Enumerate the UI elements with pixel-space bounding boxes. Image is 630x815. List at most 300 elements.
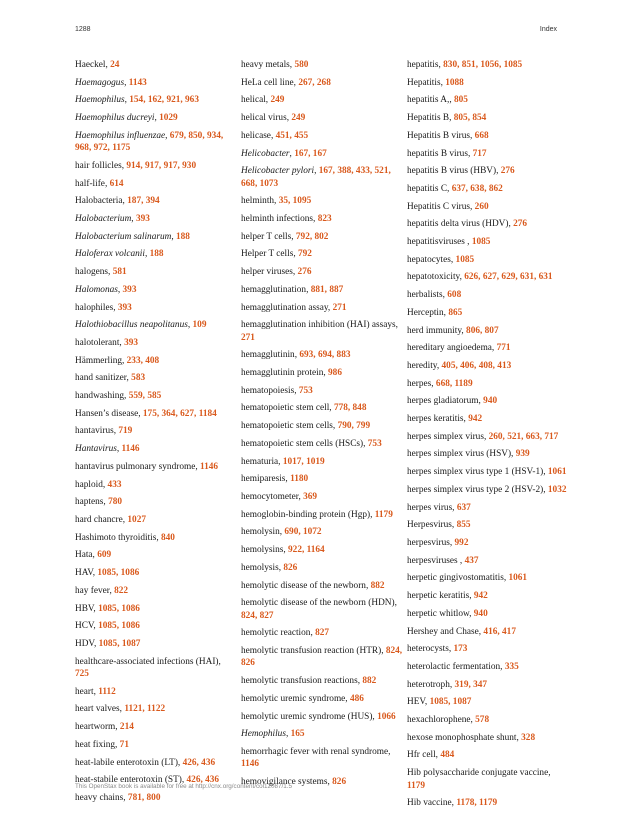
- index-page-links[interactable]: 1180: [290, 474, 309, 485]
- index-page-links[interactable]: 940: [473, 608, 488, 619]
- index-page-links[interactable]: 679, 850, 934, 968, 972, 1175: [75, 130, 224, 154]
- index-entry: [407, 325, 569, 337]
- index-page-links[interactable]: 1143: [128, 77, 147, 88]
- index-term: hemolytic transfusion reaction (HTR),: [241, 646, 386, 657]
- index-term: hantavirus,: [75, 426, 119, 437]
- index-page-links[interactable]: 154, 162, 921, 963: [129, 95, 199, 106]
- index-page-links[interactable]: 188: [149, 249, 164, 260]
- index-separator: ,: [154, 113, 160, 124]
- page-number: 1288: [75, 26, 91, 33]
- index-term: helper T cells,: [241, 231, 296, 242]
- index-page-links[interactable]: 578: [475, 715, 490, 726]
- index-term: Halobacterium: [75, 214, 132, 225]
- index-page-links[interactable]: 690, 1072: [284, 527, 322, 538]
- index-page-links[interactable]: 827: [315, 628, 330, 639]
- index-entry: [75, 792, 237, 804]
- index-page-links[interactable]: 1179: [407, 780, 426, 791]
- index-separator: ,: [285, 729, 291, 740]
- index-term: hemagglutinin,: [241, 350, 300, 361]
- index-page-links[interactable]: 109: [192, 320, 207, 331]
- index-page-links[interactable]: 914, 917, 917, 930: [126, 160, 197, 171]
- index-entry: [241, 77, 403, 89]
- index-page-links[interactable]: 614: [109, 178, 124, 189]
- index-term: HAV,: [75, 568, 98, 579]
- index-term: herpetic keratitis,: [407, 591, 474, 602]
- index-page-links[interactable]: 1085: [455, 254, 475, 265]
- index-term: Halobacterium salinarum: [75, 231, 172, 242]
- index-page-links[interactable]: 1027: [127, 514, 146, 525]
- index-page-links[interactable]: 1179: [374, 509, 393, 520]
- index-entry: [75, 585, 237, 597]
- index-entry: [75, 77, 237, 89]
- index-term: HDV,: [75, 638, 99, 649]
- index-entry: [407, 112, 569, 124]
- index-entry: [241, 597, 403, 622]
- index-term: hepatocytes,: [407, 254, 456, 265]
- index-page-links[interactable]: 719: [118, 426, 133, 437]
- index-entry: [75, 479, 237, 491]
- index-entry: [75, 390, 237, 402]
- index-entry: [241, 693, 403, 705]
- index-page-links[interactable]: 276: [513, 219, 528, 230]
- index-page-links[interactable]: 486: [349, 693, 364, 704]
- index-entry: [407, 360, 569, 372]
- index-entry: [407, 519, 569, 531]
- index-entry: [241, 526, 403, 538]
- index-page-links[interactable]: 753: [298, 385, 313, 396]
- index-entry: [407, 94, 569, 106]
- index-term: Hib vaccine,: [407, 798, 457, 809]
- index-term: hemolytic reaction,: [241, 628, 316, 639]
- index-page-links[interactable]: 319, 347: [454, 679, 488, 690]
- index-page-links[interactable]: 267, 268: [298, 77, 331, 88]
- index-page-links[interactable]: 24: [110, 60, 120, 70]
- index-entry: [75, 656, 237, 681]
- index-entry: [407, 714, 569, 726]
- index-page-links[interactable]: 249: [291, 113, 306, 124]
- index-page-links[interactable]: 778, 848: [333, 403, 367, 414]
- index-page-links[interactable]: 922, 1164: [288, 545, 325, 556]
- index-term: hemoglobin-binding protein (Hgp),: [241, 509, 375, 520]
- index-entry: [241, 645, 403, 670]
- index-term: hemolytic disease of the newborn,: [241, 580, 371, 591]
- index-page-links[interactable]: 405, 406, 408, 413: [441, 360, 512, 371]
- index-page-links[interactable]: 1085, 1086: [97, 568, 140, 579]
- index-term: HEV,: [407, 697, 430, 708]
- index-page-links[interactable]: 173: [453, 644, 468, 655]
- index-page-links[interactable]: 882: [370, 580, 385, 591]
- index-page-links[interactable]: 1017, 1019: [282, 456, 325, 467]
- index-term: hay fever,: [75, 585, 115, 596]
- index-entry: [407, 608, 569, 620]
- index-entry: [241, 59, 403, 71]
- index-page-links[interactable]: 71: [119, 739, 129, 750]
- index-entry: [241, 130, 403, 142]
- index-entry: [75, 94, 237, 106]
- index-term: HBV,: [75, 603, 99, 614]
- index-term: half-life,: [75, 178, 110, 189]
- index-entry: [407, 537, 569, 549]
- index-term: Haemophilus: [75, 95, 125, 106]
- index-page-links[interactable]: 830, 851, 1056, 1085: [443, 60, 523, 70]
- index-term: hexachlorophene,: [407, 715, 476, 726]
- index-page-links[interactable]: 790, 799: [337, 421, 371, 432]
- index-term: hepatitis C,: [407, 183, 452, 194]
- index-entry: [241, 231, 403, 243]
- index-page-links[interactable]: 260: [474, 201, 489, 212]
- index-term: hemovigilance systems,: [241, 777, 333, 788]
- index-entry: [75, 337, 237, 349]
- index-page-links[interactable]: 233, 408: [126, 355, 160, 366]
- index-entry: [75, 461, 237, 473]
- index-page-links[interactable]: 426, 436: [186, 775, 220, 786]
- index-page-links[interactable]: 260, 521, 663, 717: [488, 431, 559, 442]
- index-term: hemolytic transfusion reactions,: [241, 676, 363, 687]
- index-term: hepatitis B virus (HBV),: [407, 166, 501, 177]
- footer-note: This OpenStax book is available for free at http://cnx.org/content/col12087/1.5: [75, 783, 293, 790]
- index-entry: [75, 443, 237, 455]
- index-entry: [407, 696, 569, 708]
- index-entry: [407, 466, 569, 478]
- index-page-links[interactable]: 1029: [159, 113, 178, 124]
- index-page-links[interactable]: 865: [448, 307, 463, 318]
- index-page-links[interactable]: 626, 627, 629, 631, 631: [464, 272, 553, 283]
- index-page-links[interactable]: 792: [297, 249, 312, 260]
- section-title: Index: [539, 26, 557, 33]
- index-page-links[interactable]: 822: [114, 585, 129, 596]
- index-page-links[interactable]: 805: [454, 95, 468, 106]
- index-separator: ,: [117, 284, 123, 295]
- index-term: Helicobacter: [241, 148, 290, 159]
- index-page-links[interactable]: 433: [107, 479, 122, 490]
- index-entry: [407, 484, 569, 496]
- index-term: Haemophilus influenzae: [75, 130, 166, 141]
- index-entry: [75, 567, 237, 579]
- index-term: helicase,: [241, 130, 276, 141]
- index-page-links[interactable]: 1146: [241, 759, 260, 770]
- index-page-links[interactable]: 1121, 1122: [124, 704, 166, 715]
- index-term: herpes,: [407, 378, 436, 389]
- index-page-links[interactable]: 992: [454, 537, 469, 548]
- index-term: Helper T cells,: [241, 249, 298, 260]
- index-page-links[interactable]: 1061: [547, 467, 567, 478]
- index-term: hepatitisviruses ,: [407, 237, 472, 248]
- index-page-links[interactable]: 271: [241, 332, 255, 343]
- index-page-links[interactable]: 805, 854: [453, 113, 487, 124]
- index-entry: [75, 266, 237, 278]
- index-page-links[interactable]: 1085, 1086: [98, 603, 140, 614]
- index-page-links[interactable]: 668: [474, 130, 489, 141]
- index-page-links[interactable]: 942: [473, 591, 488, 602]
- index-page-links[interactable]: 637, 638, 862: [451, 183, 503, 194]
- index-page-links[interactable]: 271: [332, 302, 347, 313]
- index-page-links[interactable]: 167, 388, 433, 521, 668, 1073: [241, 166, 391, 189]
- index-entry: [407, 643, 569, 655]
- index-term: helminth infections,: [241, 214, 318, 225]
- index-page-links[interactable]: 668, 1189: [435, 378, 473, 389]
- index-term: Herceptin,: [407, 307, 449, 318]
- index-page-links[interactable]: 823: [317, 214, 332, 225]
- index-page-links[interactable]: 1112: [98, 686, 116, 697]
- index-term: helminth,: [241, 196, 279, 207]
- index-page-links[interactable]: 328: [521, 732, 536, 743]
- index-entry: [241, 385, 403, 397]
- index-entry: [241, 94, 403, 106]
- index-page-links[interactable]: 781, 800: [127, 792, 161, 803]
- index-page-links[interactable]: 484: [440, 750, 455, 761]
- index-page-links[interactable]: 437: [464, 555, 479, 566]
- index-page-links[interactable]: 276: [500, 166, 515, 177]
- index-term: hemagglutinin protein,: [241, 368, 329, 379]
- index-page-links[interactable]: 276: [297, 267, 312, 278]
- index-page-links[interactable]: 855: [456, 520, 471, 531]
- index-term: hemocytometer,: [241, 491, 304, 502]
- index-entry: [75, 496, 237, 508]
- index-page-links[interactable]: 609: [97, 550, 112, 561]
- index-entry: [241, 509, 403, 521]
- index-term: Hershey and Chase,: [407, 626, 484, 637]
- index-page-links[interactable]: 1061: [508, 573, 528, 584]
- index-term: halotolerant,: [75, 337, 125, 348]
- index-entry: [75, 195, 237, 207]
- index-entry: [75, 757, 237, 769]
- index-entry: [407, 572, 569, 584]
- index-page-links[interactable]: 940: [483, 396, 498, 407]
- index-term: Haemophilus ducreyi: [75, 113, 155, 124]
- index-page-links[interactable]: 165: [290, 729, 305, 740]
- index-separator: ,: [314, 166, 319, 177]
- index-term: heat-stabile enterotoxin (ST),: [75, 775, 187, 786]
- index-term: hantavirus pulmonary syndrome,: [75, 461, 200, 472]
- index-term: heterolactic fermentation,: [407, 661, 505, 672]
- index-page-links[interactable]: 580: [294, 60, 309, 70]
- index-entry: [75, 603, 237, 615]
- index-entry: [75, 638, 237, 650]
- index-term: heart,: [75, 686, 99, 697]
- index-page-links[interactable]: 806, 807: [466, 325, 499, 336]
- index-entry: [407, 77, 569, 89]
- index-page-links[interactable]: 725: [75, 669, 89, 680]
- index-entry: [241, 420, 403, 432]
- index-term: herpes simplex virus,: [407, 431, 489, 442]
- index-term: herd immunity,: [407, 325, 467, 336]
- index-entry: [75, 408, 237, 420]
- index-page-links[interactable]: 1085, 1086: [98, 621, 140, 632]
- index-page-links[interactable]: 881, 887: [310, 284, 344, 295]
- index-entry: [407, 254, 569, 266]
- index-page-links[interactable]: 451, 455: [275, 130, 309, 141]
- index-page-links[interactable]: 559, 585: [128, 391, 162, 402]
- index-page-links[interactable]: 1032: [547, 484, 567, 495]
- index-separator: ,: [116, 444, 122, 455]
- index-page-links[interactable]: 1085, 1087: [429, 697, 472, 708]
- index-entry: [75, 284, 237, 296]
- index-term: heat fixing,: [75, 739, 120, 750]
- index-term: hepatitis B virus,: [407, 148, 473, 159]
- index-entry: [241, 148, 403, 160]
- index-term: herpes gladiatorum,: [407, 396, 484, 407]
- index-separator: ,: [187, 320, 193, 331]
- index-term: Halomonas: [75, 284, 118, 295]
- index-entry: [241, 562, 403, 574]
- index-page-links[interactable]: 581: [112, 267, 127, 278]
- index-entry: [407, 271, 569, 283]
- index-term: herpesvirus,: [407, 537, 455, 548]
- index-separator: ,: [144, 249, 150, 260]
- index-entry: [407, 502, 569, 514]
- index-entry: [75, 686, 237, 698]
- index-entry: [407, 201, 569, 213]
- index-entry: [75, 178, 237, 190]
- index-term: Hantavirus: [75, 444, 117, 455]
- index-page-links[interactable]: 840: [161, 532, 175, 543]
- index-term: hepatitis,: [407, 60, 444, 70]
- index-entry: [75, 231, 237, 243]
- index-term: Hämmerling,: [75, 355, 127, 366]
- index-page-links[interactable]: 369: [303, 491, 318, 502]
- index-page-links[interactable]: 771: [496, 343, 511, 354]
- index-entry: [75, 703, 237, 715]
- index-entry: [407, 448, 569, 460]
- index-term: Hata,: [75, 550, 98, 561]
- index-page-links[interactable]: 187, 394: [127, 196, 160, 207]
- index-page-links[interactable]: 1088: [445, 77, 464, 88]
- index-entry: [241, 544, 403, 556]
- index-term: hematopoietic stem cell,: [241, 403, 334, 414]
- index-entry: [241, 367, 403, 379]
- index-term: hematopoiesis,: [241, 385, 299, 396]
- index-entry: [407, 59, 569, 71]
- index-term: hemorrhagic fever with renal syndrome,: [241, 746, 391, 757]
- index-term: Hib polysaccharide conjugate vaccine,: [407, 768, 551, 779]
- index-entry: [75, 59, 237, 71]
- index-term: HeLa cell line,: [241, 77, 299, 88]
- index-term: haptens,: [75, 497, 109, 508]
- index-term: herpes keratitis,: [407, 414, 469, 425]
- index-separator: ,: [171, 231, 176, 242]
- index-page-links[interactable]: 335: [504, 661, 519, 672]
- index-page-links[interactable]: 1085: [471, 237, 491, 248]
- index-page-links[interactable]: 416, 417: [483, 626, 516, 637]
- index-term: heart valves,: [75, 704, 125, 715]
- index-page-links[interactable]: 824, 826: [241, 646, 403, 669]
- index-entry: [407, 307, 569, 319]
- index-term: heartworm,: [75, 722, 120, 733]
- index-page-links[interactable]: 1066: [377, 711, 396, 722]
- index-term: herpes simplex virus (HSV),: [407, 449, 516, 460]
- index-entry: [241, 402, 403, 414]
- index-term: heterotroph,: [407, 679, 455, 690]
- index-separator: ,: [131, 214, 136, 225]
- index-page-links[interactable]: 583: [131, 373, 146, 384]
- index-term: Hepatitis B virus,: [407, 130, 475, 141]
- index-term: Hemophilus: [241, 729, 286, 740]
- index-separator: ,: [165, 130, 170, 141]
- index-page-links[interactable]: 608: [447, 290, 462, 301]
- index-entry: [407, 413, 569, 425]
- index-entry: [75, 302, 237, 314]
- index-page-links[interactable]: 942: [468, 414, 483, 425]
- index-entry: [75, 112, 237, 124]
- index-term: Haloferax volcanii: [75, 249, 145, 260]
- index-page-links[interactable]: 780: [108, 497, 123, 508]
- index-entry: [75, 160, 237, 172]
- index-page-links[interactable]: 693, 694, 883: [299, 350, 351, 361]
- index-page-links[interactable]: 939: [515, 449, 530, 460]
- index-term: halophiles,: [75, 302, 118, 313]
- index-entry: [407, 378, 569, 390]
- index-page-links[interactable]: 426, 436: [182, 757, 216, 768]
- index-entry: [241, 302, 403, 314]
- index-entry: [75, 248, 237, 260]
- index-term: hexose monophosphate shunt,: [407, 732, 522, 743]
- index-page-links[interactable]: 753: [367, 438, 382, 449]
- index-term: hematuria,: [241, 456, 283, 467]
- index-page-links[interactable]: 393: [135, 214, 150, 225]
- index-page-links[interactable]: 717: [472, 148, 487, 159]
- index-page-links[interactable]: 882: [362, 676, 377, 687]
- index-entry: [75, 549, 237, 561]
- index-entry: [75, 620, 237, 632]
- index-page-links[interactable]: 249: [270, 95, 285, 106]
- index-entry: [241, 112, 403, 124]
- index-page-links[interactable]: 393: [122, 284, 137, 295]
- index-entry: [407, 431, 569, 443]
- index-page-links[interactable]: 214: [119, 722, 134, 733]
- index-page-links[interactable]: 1178, 1179: [456, 798, 498, 809]
- index-separator: ,: [124, 77, 129, 88]
- index-term: hematopoietic stem cells,: [241, 421, 338, 432]
- index-page-links[interactable]: 824, 827: [241, 610, 274, 621]
- index-page-links[interactable]: 637: [456, 502, 471, 513]
- index-term: hepatotoxicity,: [407, 272, 465, 283]
- index-page-links[interactable]: 826: [332, 777, 347, 788]
- index-entry: [407, 130, 569, 142]
- index-entry: [75, 514, 237, 526]
- index-entry: [407, 732, 569, 744]
- index-page-links[interactable]: 826: [283, 562, 298, 573]
- index-entry: [407, 218, 569, 230]
- index-entry: [407, 555, 569, 567]
- index-term: hand sanitizer,: [75, 373, 132, 384]
- index-page-links[interactable]: 188: [175, 231, 190, 242]
- index-page-links[interactable]: 1146: [121, 444, 140, 455]
- index-entry: [75, 532, 237, 544]
- index-entry: [241, 248, 403, 260]
- index-column-1: [75, 59, 237, 810]
- index-page-links[interactable]: 792, 802: [295, 231, 329, 242]
- index-term: hemolytic uremic syndrome (HUS),: [241, 711, 378, 722]
- index-entry: [75, 739, 237, 751]
- index-page-links[interactable]: 1146: [199, 461, 219, 472]
- index-entry: [241, 319, 403, 344]
- index-column-3: [407, 59, 569, 815]
- index-page-links[interactable]: 35, 1095: [278, 196, 312, 207]
- index-entry: [241, 580, 403, 592]
- index-entry: [407, 148, 569, 160]
- index-page-links[interactable]: 1085, 1087: [98, 638, 141, 649]
- index-entry: [407, 661, 569, 673]
- index-page-links[interactable]: 393: [124, 337, 139, 348]
- index-page-links[interactable]: 393: [117, 302, 132, 313]
- index-page-links[interactable]: 167, 167: [294, 148, 327, 159]
- index-page-links[interactable]: 175, 364, 627, 1184: [142, 408, 217, 419]
- index-page-links[interactable]: 986: [328, 368, 342, 379]
- index-term: heredity,: [407, 360, 442, 371]
- index-term: hemolysins,: [241, 545, 289, 556]
- index-term: hemiparesis,: [241, 474, 291, 485]
- index-term: hemagglutination,: [241, 284, 311, 295]
